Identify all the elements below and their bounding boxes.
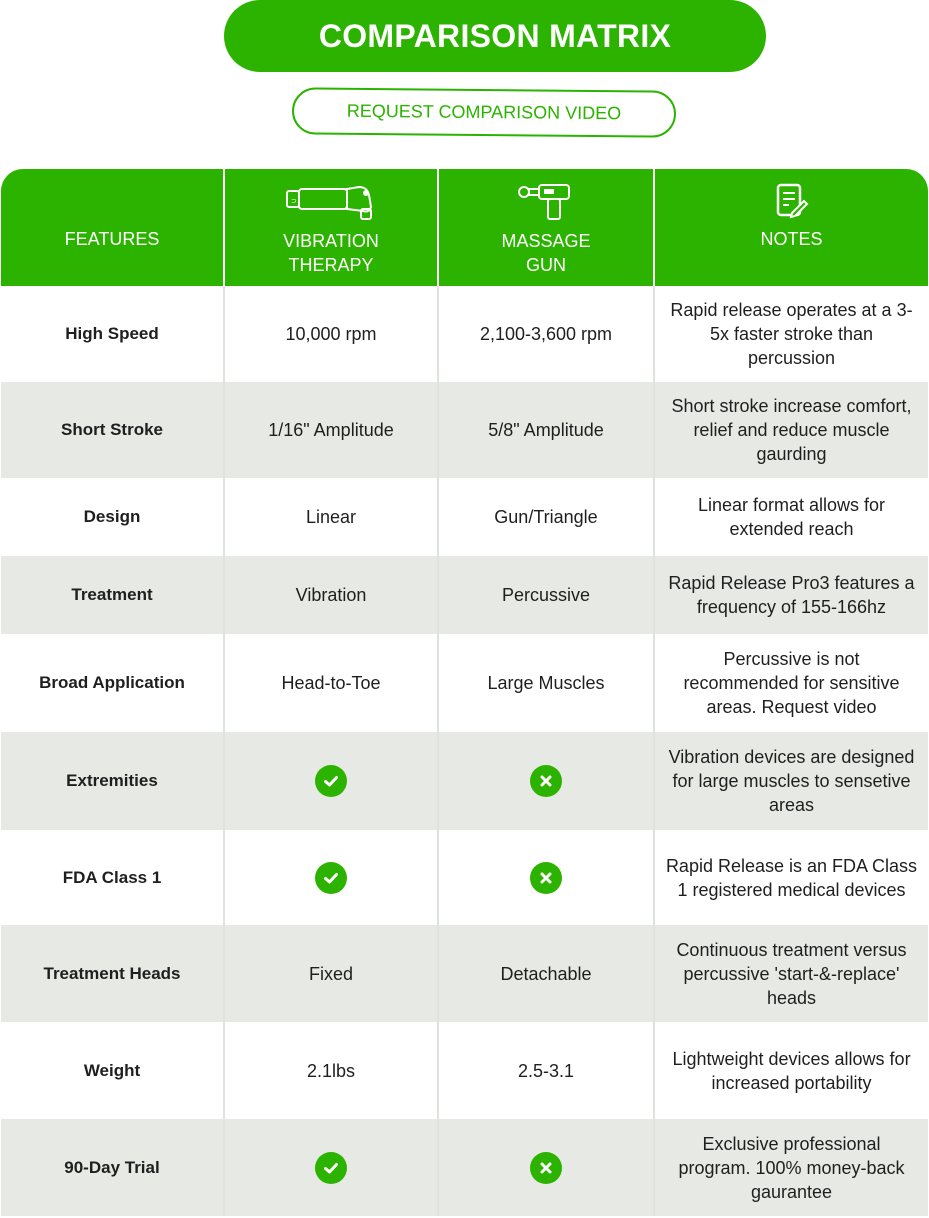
table-row: [1, 732, 928, 830]
notes-cell: Short stroke increase comfort, relief and reduce muscle gaurding: [671, 396, 912, 464]
vibration-cell: 1/16" Amplitude: [268, 420, 394, 440]
massage-cell: 5/8" Amplitude: [488, 420, 604, 440]
notes-cell: Continuous treatment versus percussive 'start-&-replace' heads: [676, 939, 907, 1008]
massage-cell: Large Muscles: [487, 673, 605, 693]
massage-gun-icon: [439, 183, 653, 223]
table-row: [1, 556, 928, 634]
check-icon: [315, 765, 347, 797]
massage-cell: Gun/Triangle: [494, 507, 598, 527]
feature-cell: Design: [83, 507, 141, 526]
check-icon: [315, 862, 347, 894]
massage-cell: [439, 830, 653, 925]
header-features-label: FEATURES: [64, 229, 160, 249]
notes-cell: Rapid Release Pro3 features a frequency of 155-166hz: [668, 573, 915, 617]
header-massage-line1: MASSAGE: [501, 231, 591, 251]
vibration-cell: Linear: [305, 507, 357, 527]
header-features: [1, 169, 223, 286]
feature-cell: Treatment: [71, 585, 153, 604]
header-vibration-line2: THERAPY: [288, 255, 374, 275]
header-notes: [655, 169, 928, 286]
massage-cell: [439, 732, 653, 830]
header-vibration-therapy: [225, 169, 437, 286]
page-title: COMPARISON MATRIX: [224, 0, 766, 72]
notes-cell: Rapid Release is an FDA Class 1 registered medical devices: [665, 855, 918, 900]
feature-cell: High Speed: [65, 324, 159, 343]
feature-cell: Treatment Heads: [43, 963, 181, 983]
vibration-cell: 10,000 rpm: [285, 324, 377, 344]
header-massage-gun: [439, 169, 653, 286]
feature-cell: 90-Day Trial: [64, 1157, 160, 1177]
massage-cell: Percussive: [501, 585, 591, 605]
vibration-cell: Fixed: [308, 963, 353, 984]
notes-cell: Linear format allows for extended reach: [697, 495, 886, 539]
notes-icon: [655, 183, 928, 223]
feature-cell: Broad Application: [39, 673, 185, 692]
header-massage-line2: GUN: [526, 255, 566, 275]
vibration-cell: [225, 732, 437, 830]
vibration-cell: [225, 1119, 437, 1216]
table-row: [1, 1022, 928, 1119]
header-vibration-line1: VIBRATION: [283, 231, 379, 251]
table-header: [1, 169, 928, 286]
comparison-table: [1, 169, 928, 1216]
check-icon: [315, 1152, 347, 1184]
cross-icon: [530, 1152, 562, 1184]
vibration-device-icon: [225, 183, 437, 223]
vibration-cell: 2.1lbs: [306, 1060, 356, 1081]
table-row: [1, 478, 928, 556]
svg-text:⊃: ⊃: [291, 197, 297, 205]
cross-icon: [530, 765, 562, 797]
feature-cell: FDA Class 1: [62, 867, 162, 887]
notes-cell: Rapid release operates at a 3-5x faster stroke than percussion: [670, 300, 913, 368]
massage-cell: 2.5-3.1: [517, 1060, 575, 1081]
massage-cell: 2,100-3,600 rpm: [479, 324, 613, 344]
vibration-cell: Vibration: [295, 585, 367, 605]
vibration-cell: Head-to-Toe: [281, 673, 381, 693]
notes-cell: Lightweight devices allows for increased portability: [672, 1048, 911, 1093]
notes-cell: Exclusive professional program. 100% money-back gaurantee: [678, 1133, 905, 1202]
table-row: [1, 634, 928, 732]
cross-icon: [530, 862, 562, 894]
request-comparison-video-button[interactable]: REQUEST COMPARISON VIDEO: [292, 87, 676, 137]
massage-cell: Detachable: [500, 963, 592, 984]
table-row: [1, 286, 928, 382]
table-row: [1, 925, 928, 1022]
table-row: [1, 382, 928, 478]
notes-cell: Percussive is not recommended for sensitive areas. Request video: [683, 649, 900, 717]
feature-cell: Weight: [83, 1060, 141, 1080]
header-notes-label: NOTES: [760, 229, 823, 249]
table-row: [1, 1119, 928, 1216]
feature-cell: Extremities: [66, 771, 158, 790]
massage-cell: [439, 1119, 653, 1216]
table-row: [1, 830, 928, 925]
notes-cell: Vibration devices are designed for large muscles to sensetive areas: [668, 747, 915, 815]
feature-cell: Short Stroke: [60, 420, 164, 439]
vibration-cell: [225, 830, 437, 925]
